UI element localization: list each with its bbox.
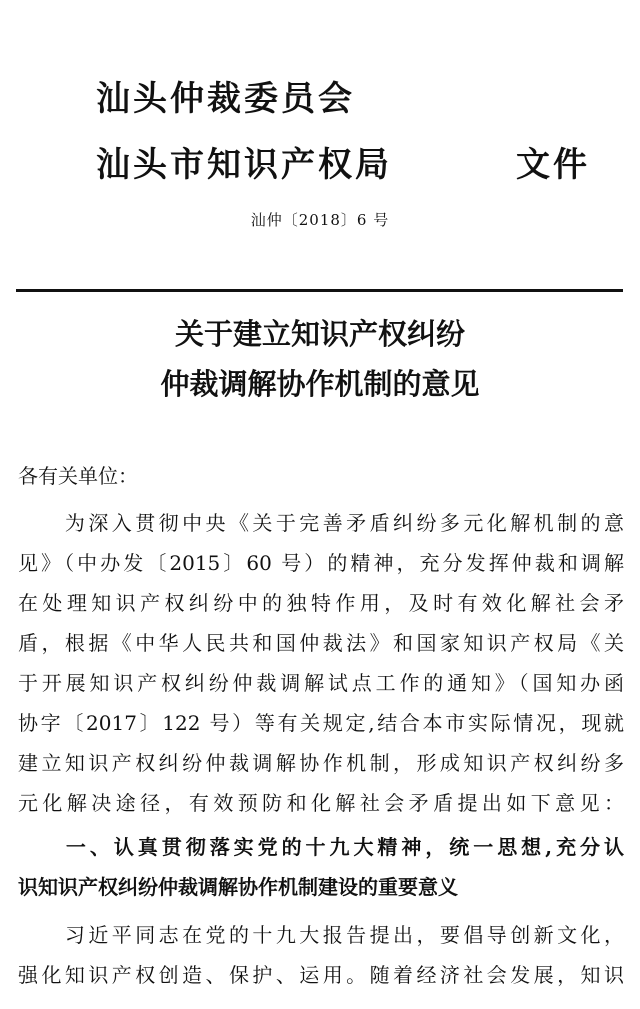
document-title-line-1: 关于建立知识产权纠纷 <box>174 317 465 351</box>
body-line: 强化知识产权创造、保护、运用。随着经济社会发展，知识 <box>18 963 624 987</box>
section-heading-line: 一、认真贯彻落实党的十九大精神，统一思想,充分认 <box>18 835 624 859</box>
body-line: 盾，根据《中华人民共和国仲裁法》和国家知识产权局《关 <box>18 631 624 655</box>
body-line: 建立知识产权纠纷仲裁调解协作机制，形成知识产权纠纷多 <box>18 751 624 775</box>
issuing-org-ip-bureau: 汕头市知识产权局 <box>96 145 392 185</box>
salutation: 各有关单位： <box>18 464 138 488</box>
issuing-org-arbitration-commission: 汕头仲裁委员会 <box>96 79 355 119</box>
document-number: 汕仲〔2018〕6 号 <box>250 211 390 229</box>
body-line: 协字〔2017〕122 号）等有关规定,结合本市实际情况，现就 <box>18 711 624 735</box>
document-title-line-2: 仲裁调解协作机制的意见 <box>160 367 480 401</box>
body-line: 见》（中办发〔2015〕60 号）的精神，充分发挥仲裁和调解 <box>18 551 624 575</box>
document-type-label: 文件 <box>516 145 590 185</box>
body-line: 于开展知识产权纠纷仲裁调解试点工作的通知》（国知办函 <box>18 671 624 695</box>
body-line: 为深入贯彻中央《关于完善矛盾纠纷多元化解机制的意 <box>18 511 624 535</box>
header-divider <box>16 289 623 292</box>
body-line: 元化解决途径，有效预防和化解社会矛盾提出如下意见： <box>18 791 624 815</box>
section-heading-line: 识知识产权纠纷仲裁调解协作机制建设的重要意义 <box>18 875 458 899</box>
body-line: 在处理知识产权纠纷中的独特作用，及时有效化解社会矛 <box>18 591 624 615</box>
body-line: 习近平同志在党的十九大报告提出，要倡导创新文化， <box>18 923 624 947</box>
